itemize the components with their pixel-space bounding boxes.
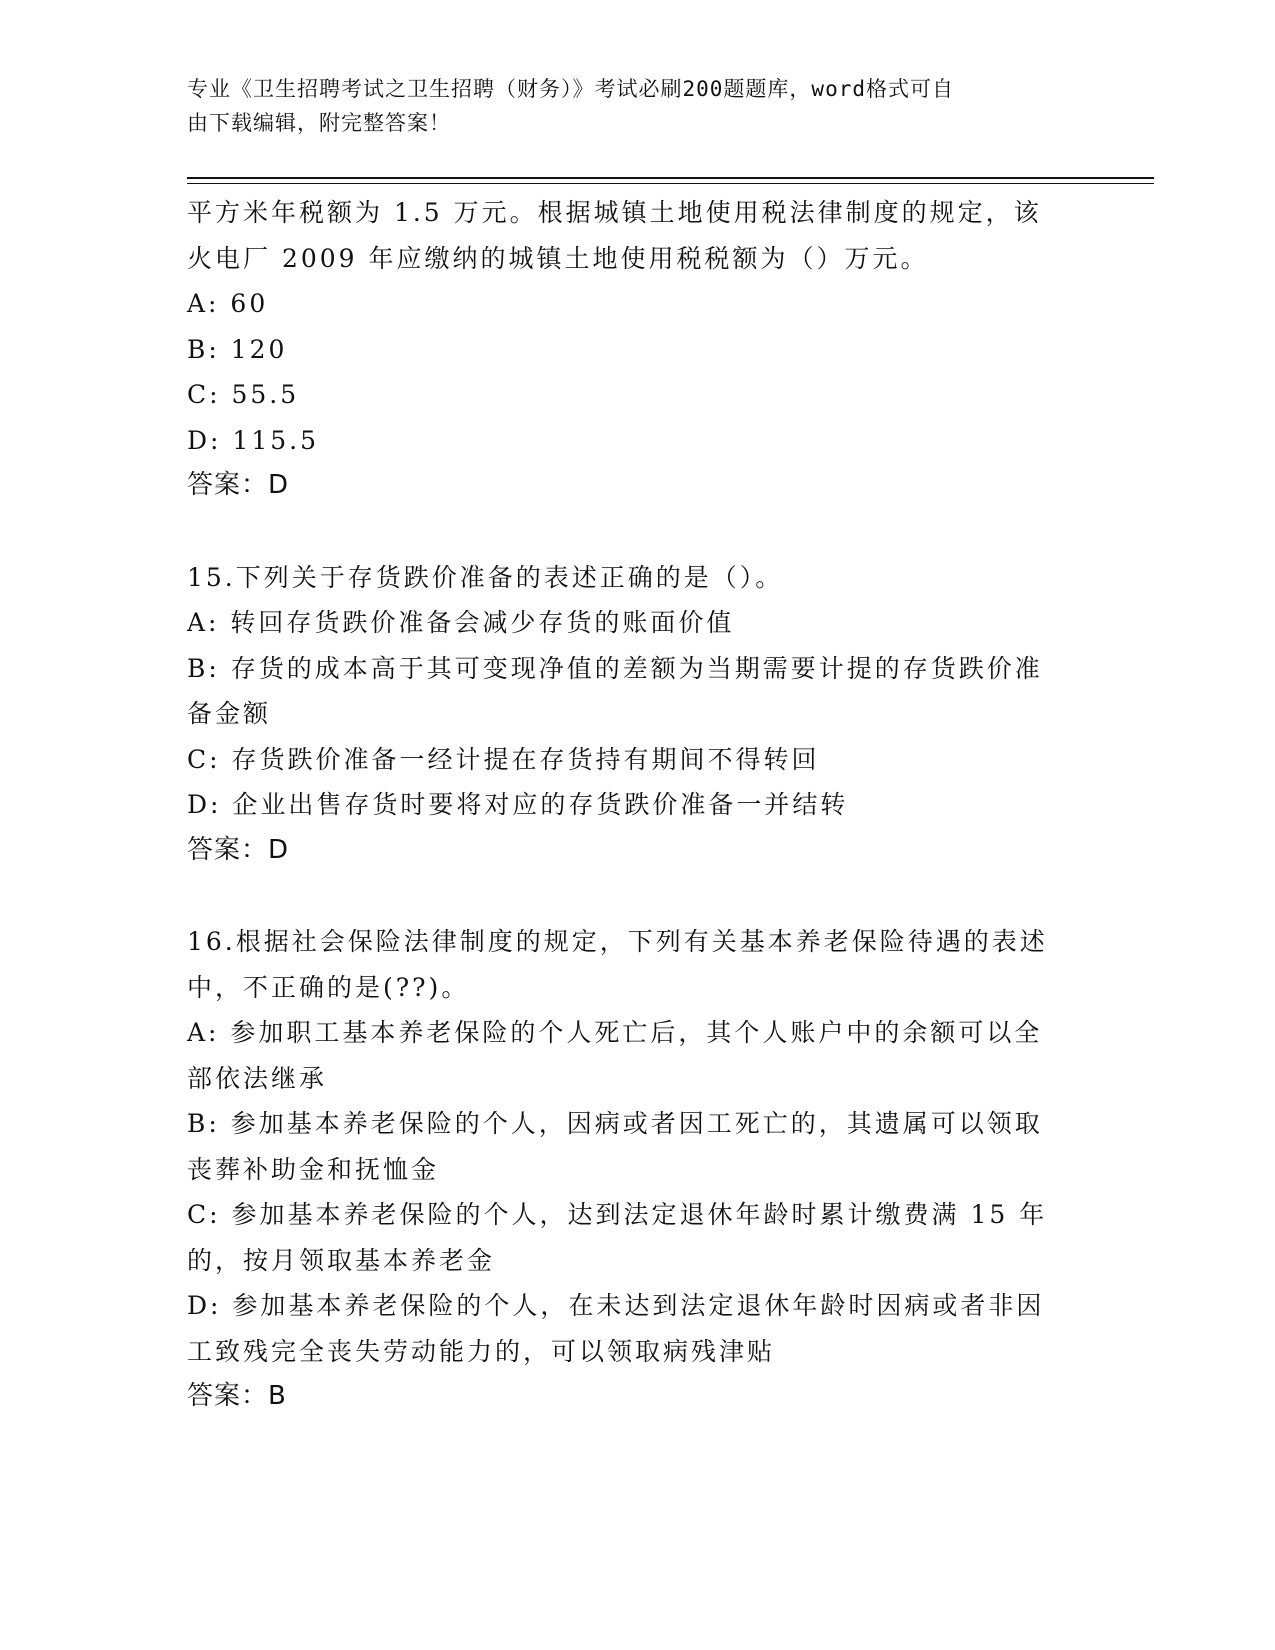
option-a: A: 60 xyxy=(187,289,269,318)
page-header xyxy=(187,72,1077,140)
option-b: B: 存货的成本高于其可变现净值的差额为当期需要计提的存货跌价准 xyxy=(187,653,1043,683)
header-line-1: 专业《卫生招聘考试之卫生招聘（财务）》考试必刷200题题库，word格式可自 xyxy=(187,77,954,101)
question-15 xyxy=(187,555,1077,874)
option-c: C: 参加基本养老保险的个人，达到法定退休年龄时累计缴费满 15 年 xyxy=(187,1200,1048,1229)
spacer xyxy=(187,509,1077,555)
answer-line: 答案：D xyxy=(187,470,290,500)
header-line-2: 由下载编辑，附完整答案！ xyxy=(187,111,451,135)
option-b-continued: 丧葬补助金和抚恤金 xyxy=(187,1154,440,1184)
option-a: A: 参加职工基本养老保险的个人死亡后，其个人账户中的余额可以全 xyxy=(187,1018,1043,1047)
question-16 xyxy=(187,919,1077,1420)
spacer xyxy=(187,873,1077,919)
option-b: B: 参加基本养老保险的个人，因病或者因工死亡的，其遗属可以领取 xyxy=(187,1109,1043,1138)
option-a: A: 转回存货跌价准备会减少存货的账面价值 xyxy=(187,608,735,637)
option-d: D: 参加基本养老保险的个人，在未达到法定退休年龄时因病或者非因 xyxy=(187,1291,1045,1320)
option-d: D: 企业出售存货时要将对应的存货跌价准备一并结转 xyxy=(187,790,849,819)
option-c: C: 55.5 xyxy=(187,380,300,409)
question-stem-line: 16.根据社会保险法律制度的规定，下列有关基本养老保险待遇的表述 xyxy=(187,927,1048,956)
question-stem-line: 平方米年税额为 1.5 万元。根据城镇土地使用税法律制度的规定，该 xyxy=(187,198,1042,227)
option-b: B: 120 xyxy=(187,334,288,364)
question-stem-line: 火电厂 2009 年应缴纳的城镇土地使用税税额为（）万元。 xyxy=(187,243,929,273)
option-a-continued: 部依法继承 xyxy=(187,1063,328,1093)
document-body xyxy=(187,190,1077,1420)
header-divider-thick xyxy=(187,177,1154,179)
option-d: D: 115.5 xyxy=(187,425,319,455)
option-c-continued: 的，按月领取基本养老金 xyxy=(187,1245,496,1275)
option-d-continued: 工致残完全丧失劳动能力的，可以领取病残津贴 xyxy=(187,1336,776,1366)
answer-line: 答案：D xyxy=(187,834,290,865)
answer-line: 答案：B xyxy=(187,1381,287,1411)
question-stem-line: 中，不正确的是(??)。 xyxy=(187,972,470,1002)
question-stem-line: 15.下列关于存货跌价准备的表述正确的是（）。 xyxy=(187,562,784,592)
question-14 xyxy=(187,190,1077,509)
option-b-continued: 备金额 xyxy=(187,699,272,728)
option-c: C: 存货跌价准备一经计提在存货持有期间不得转回 xyxy=(187,744,820,774)
header-divider-thin xyxy=(187,183,1154,184)
